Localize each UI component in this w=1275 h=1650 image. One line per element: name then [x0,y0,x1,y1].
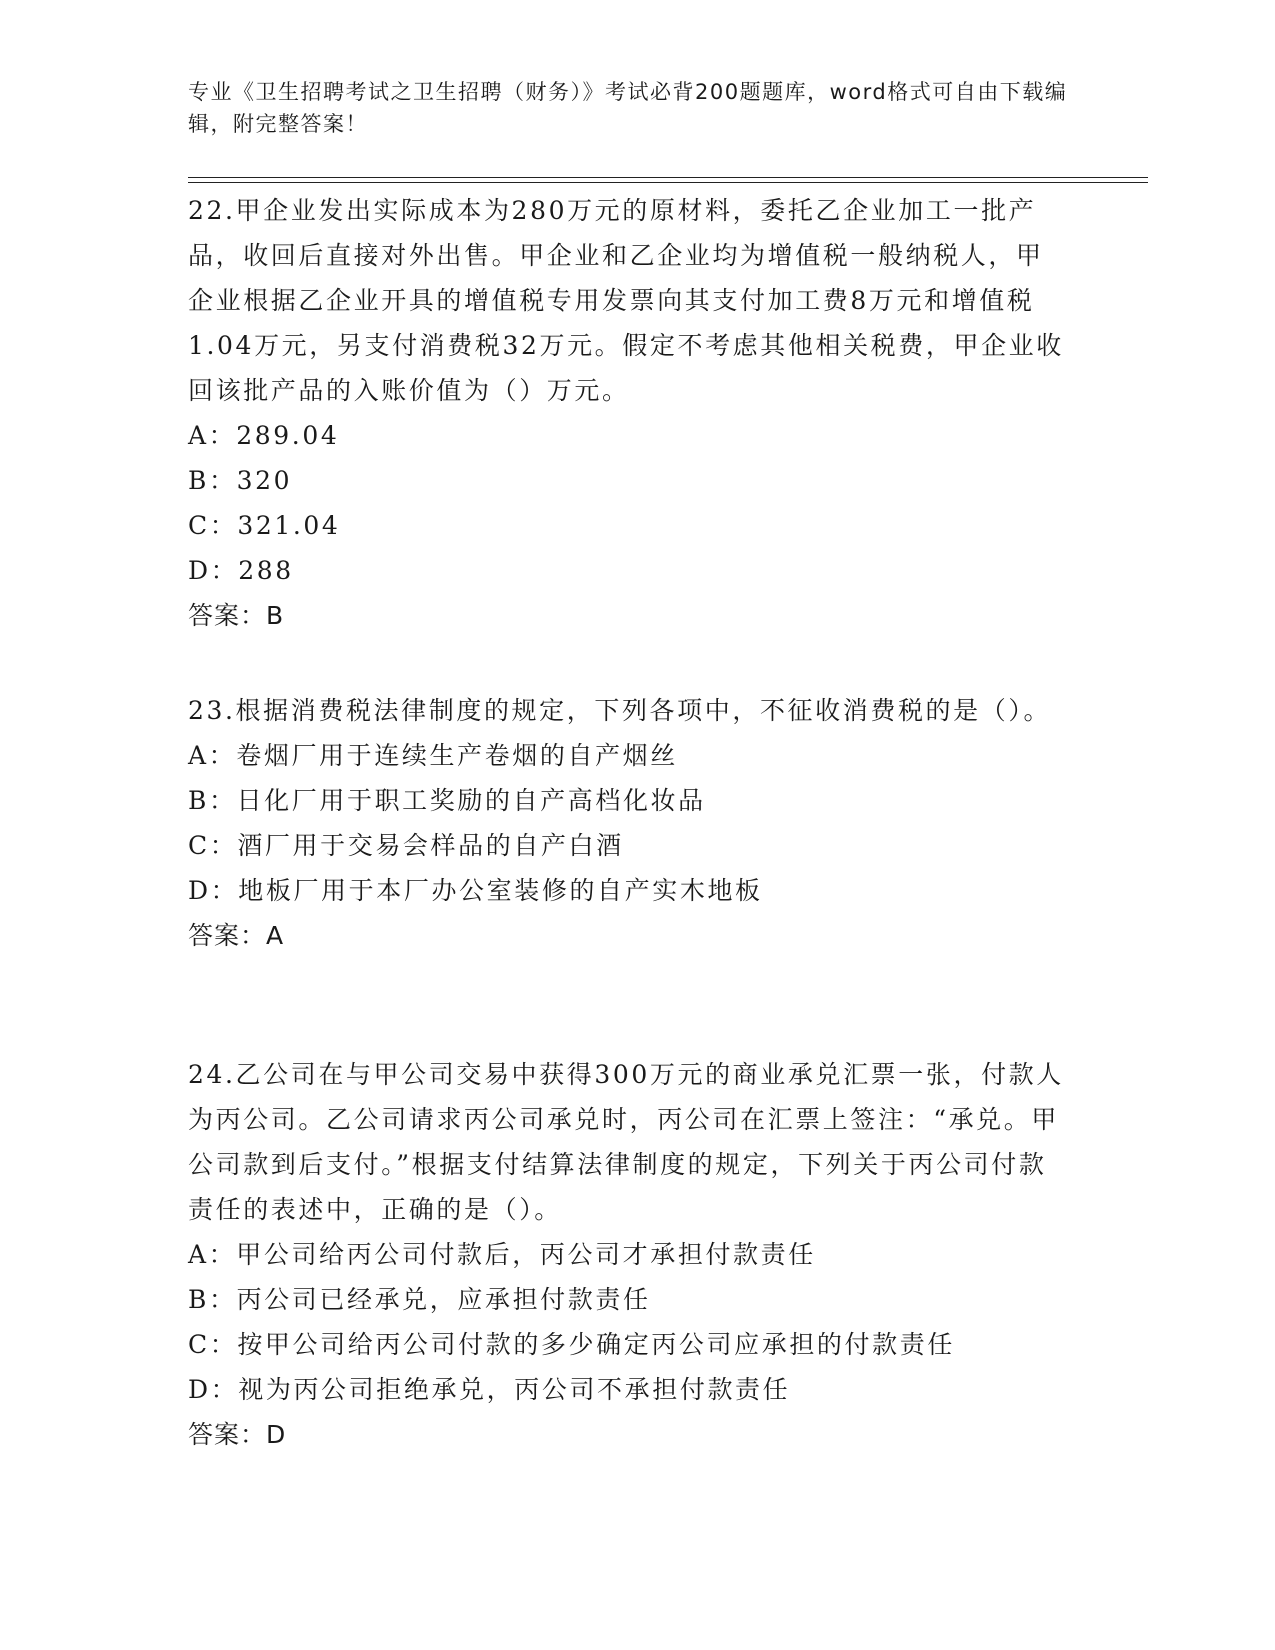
option-b: B：320 [188,466,293,495]
option-a: A：289.04 [188,421,340,450]
question-text: 22.甲企业发出实际成本为280万元的原材料，委托乙企业加工一批产品，收回后直接对外出售。甲企业和乙企业均为增值税一般纳税人，甲企业根据乙企业开具的增值税专用发票向其支付加工费8万元和增值税1.04万元，另支付消费税32万元。假定不考虑其他相关税费，甲企业收回该批产品的入账价值为（）万元。 [188,196,1064,405]
option-c: C：酒厂用于交易会样品的自产白酒 [188,831,624,860]
option-d: D：视为丙公司拒绝承兑，丙公司不承担付款责任 [188,1375,791,1404]
answer: 答案：A [188,921,285,950]
option-d: D：288 [188,556,294,585]
option-c: C：321.04 [188,511,341,540]
answer: 答案：B [188,601,285,630]
option-d: D：地板厂用于本厂办公室装修的自产实木地板 [188,876,763,905]
option-b: B：丙公司已经承兑，应承担付款责任 [188,1285,651,1314]
header-rule-top [188,177,1148,178]
header-rule-bottom [188,182,1148,183]
option-c: C：按甲公司给丙公司付款的多少确定丙公司应承担的付款责任 [188,1330,955,1359]
question-text: 23.根据消费税法律制度的规定，下列各项中，不征收消费税的是（）。 [188,696,1052,725]
question-22 [188,188,1068,638]
document-header: 专业《卫生招聘考试之卫生招聘（财务）》考试必背200题题库，word格式可自由下载编辑，附完整答案！ [188,80,1068,136]
option-a: A：卷烟厂用于连续生产卷烟的自产烟丝 [188,741,678,770]
question-text: 24.乙公司在与甲公司交易中获得300万元的商业承兑汇票一张，付款人为丙公司。乙公司请求丙公司承兑时，丙公司在汇票上签注：“承兑。甲公司款到后支付。”根据支付结算法律制度的规定，下列关于丙公司付款责任的表述中，正确的是（）。 [188,1060,1064,1224]
option-a: A：甲公司给丙公司付款后，丙公司才承担付款责任 [188,1240,816,1269]
answer: 答案：D [188,1420,287,1449]
option-b: B：日化厂用于职工奖励的自产高档化妆品 [188,786,706,815]
question-23 [188,688,1068,958]
question-24 [188,1052,1068,1457]
